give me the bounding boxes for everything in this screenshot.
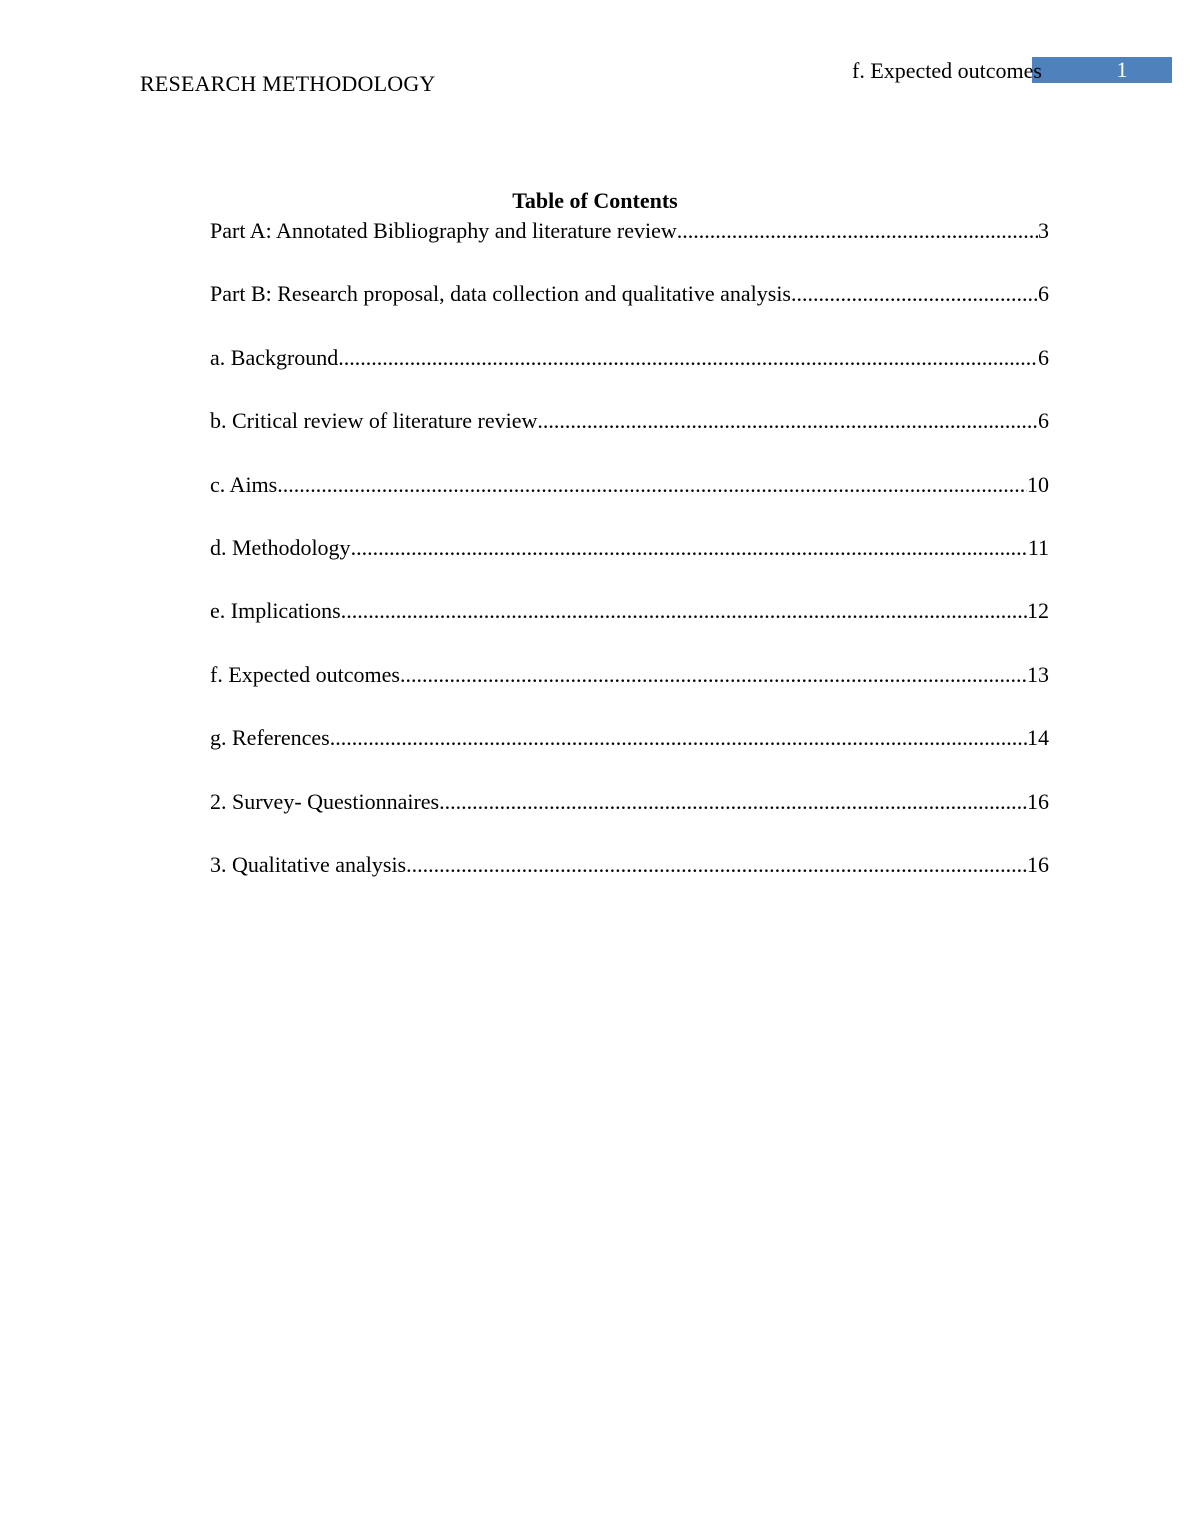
toc-entry-label: c. Aims [210,471,278,497]
toc-leader-dots [277,470,1027,500]
toc-entry-label: e. Implications [210,598,341,624]
toc-entry[interactable] [210,596,1049,659]
toc-entry[interactable] [210,850,1049,913]
toc-entry[interactable] [210,660,1049,723]
toc-entry[interactable] [210,787,1049,850]
toc-entry[interactable] [210,533,1049,596]
toc-leader-dots [351,533,1028,563]
header-section-title: f. Expected outcomes [852,58,1042,83]
toc-leader-dots [330,723,1027,753]
toc-entry-label: b. Critical review of literature review [210,408,538,434]
toc-entry-page: 6 [1038,408,1049,434]
toc-entry-label: d. Methodology [210,534,351,560]
toc-entry-page: 16 [1027,788,1049,814]
toc-entry-label: f. Expected outcomes [210,661,400,687]
toc-leader-dots [439,787,1027,817]
toc-leader-dots [537,406,1038,436]
toc-entry-label: 2. Survey- Questionnaires [210,788,440,814]
table-of-contents [210,216,1049,913]
toc-leader-dots [406,850,1027,880]
toc-entry-page: 10 [1027,471,1049,497]
toc-leader-dots [791,279,1038,309]
toc-leader-dots [338,343,1038,373]
toc-leader-dots [677,216,1038,246]
running-head: RESEARCH METHODOLOGY [140,71,436,96]
toc-title: Table of Contents [512,188,678,213]
toc-entry-page: 6 [1038,281,1049,307]
page-number: 1 [1116,57,1128,82]
toc-entry-page: 13 [1027,661,1049,687]
toc-entry[interactable] [210,723,1049,786]
toc-entry-page: 3 [1038,218,1049,243]
toc-entry[interactable] [210,279,1049,342]
toc-entry-page: 16 [1027,851,1049,877]
toc-entry-label: g. References [210,725,330,751]
toc-leader-dots [341,596,1027,626]
toc-entry-page: 12 [1027,598,1049,624]
toc-entry[interactable] [210,470,1049,533]
toc-entry-label: Part B: Research proposal, data collection and qualitative analysis [210,281,791,307]
toc-entry[interactable] [210,406,1049,469]
toc-entry-label: Part A: Annotated Bibliography and literature review [210,218,677,243]
toc-entry[interactable] [210,216,1049,279]
toc-entry-label: a. Background [210,344,339,370]
toc-entry-page: 6 [1038,344,1049,370]
toc-leader-dots [400,660,1027,690]
toc-entry-page: 11 [1027,534,1049,560]
toc-entry-label: 3. Qualitative analysis [210,851,407,877]
toc-entry[interactable] [210,343,1049,406]
toc-entry-page: 14 [1027,725,1049,751]
